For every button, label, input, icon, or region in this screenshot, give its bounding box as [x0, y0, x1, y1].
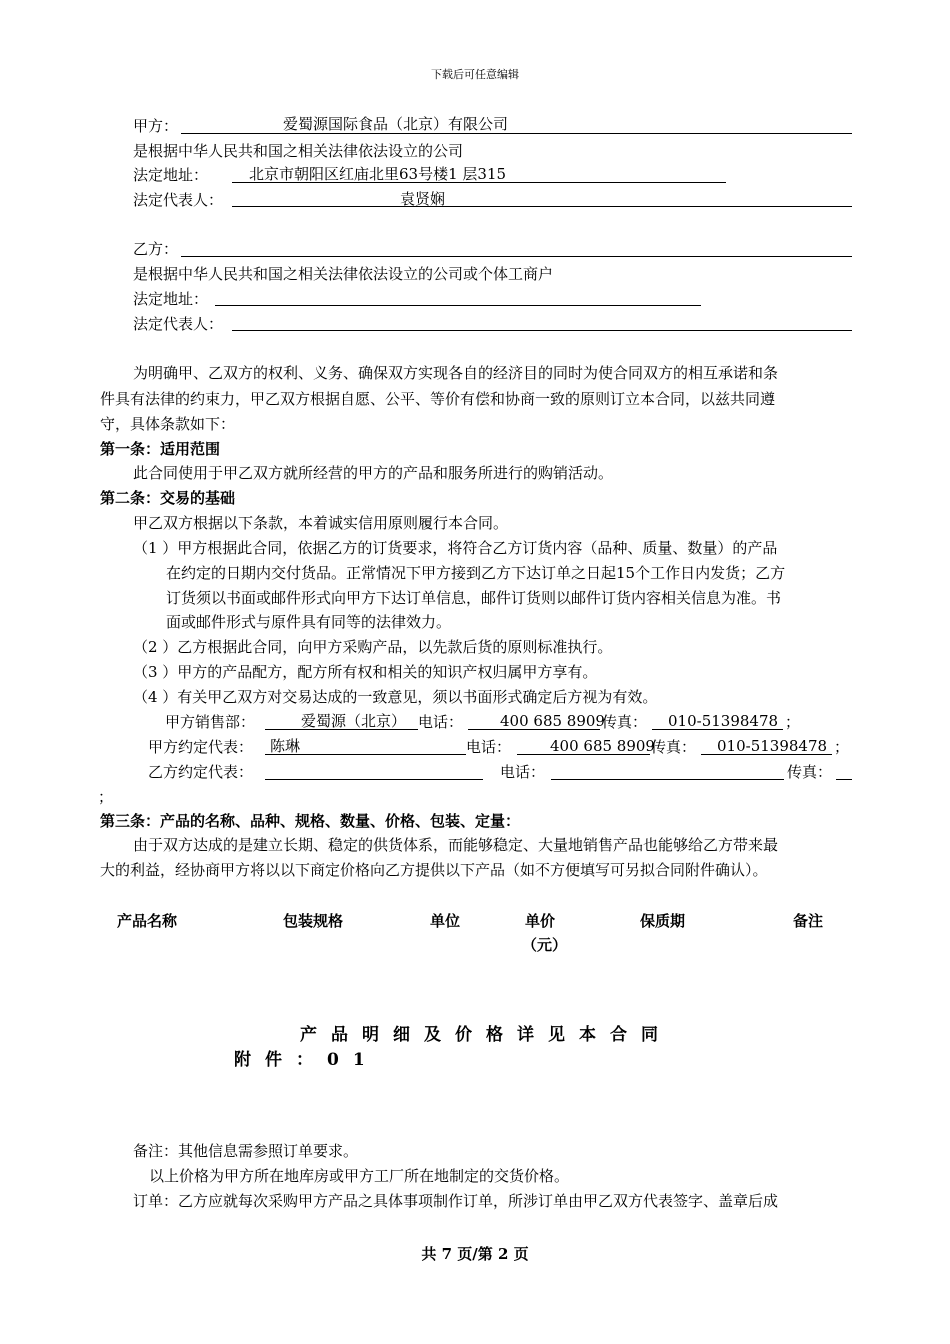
party-a-desc: 是根据中华人民共和国之相关法律依法设立的公司: [133, 142, 464, 160]
party-b-address-underline: [215, 305, 701, 306]
article-2-intro: 甲乙双方根据以下条款，本着诚实信用原则履行本合同。: [133, 514, 509, 532]
article-1-body: 此合同使用于甲乙双方就所经营的甲方的产品和服务所进行的购销活动。: [133, 464, 614, 482]
remarks-order: 订单：乙方应就每次采购甲方产品之具体事项制作订单，所涉订单由甲乙双方代表签字、盖章后成: [133, 1192, 779, 1210]
sales-phone-label: 电话：: [418, 713, 464, 731]
sales-dept-label: 甲方销售部：: [165, 713, 256, 731]
a-rep-phone: 400 685 8909: [550, 737, 655, 755]
a-rep-name: 陈琳: [270, 737, 301, 755]
table-header-unit-price: 单价: [525, 912, 556, 930]
party-a-address: 北京市朝阳区红庙北里63号楼1 层315: [249, 165, 507, 183]
intro-line-2: 件具有法律的约束力，甲乙双方根据自愿、公平、等价有偿和协商一致的原则订立本合同，以兹共同遵: [100, 390, 776, 408]
party-a-underline: [181, 133, 852, 134]
party-a-rep: 袁贤娴: [400, 190, 446, 208]
remarks-price: 以上价格为甲方所在地库房或甲方工厂所在地制定的交货价格。: [149, 1167, 570, 1185]
article-2-title: 第二条：交易的基础: [100, 489, 236, 507]
detail-note-line-1: 产品明细及价格详见本合同: [300, 1025, 672, 1045]
intro-line-1: 为明确甲、乙双方的权利、义务、确保双方实现各自的经济目的同时为使合同双方的相互承诺和条: [133, 364, 779, 382]
table-header-remarks: 备注: [793, 912, 824, 930]
article-2-item-1-line-4: 面或邮件形式与原件具有同等的法律效力。: [166, 613, 452, 631]
article-2-item-2: （2 ）乙方根据此合同，向甲方采购产品，以先款后货的原则标准执行。: [133, 638, 613, 656]
b-rep-label: 乙方约定代表：: [148, 763, 254, 781]
sales-fax: 010-51398478: [668, 712, 779, 730]
header-note: 下载后可任意编辑: [431, 68, 519, 81]
b-rep-phone-label: 电话：: [500, 763, 546, 781]
party-b-rep-label: 法定代表人：: [133, 315, 224, 333]
b-rep-phone-underline: [551, 779, 784, 780]
party-a-rep-label: 法定代表人：: [133, 191, 224, 209]
article-2-item-4: （4 ）有关甲乙双方对交易达成的一致意见，须以书面形式确定后方视为有效。: [133, 688, 658, 706]
sales-fax-label: 传真：: [602, 713, 648, 731]
b-rep-underline: [265, 779, 483, 780]
party-a-rep-underline: [232, 206, 852, 207]
article-2-item-1-line-1: （1 ）甲方根据此合同，依据乙方的订货要求，将符合乙方订货内容（品种、质量、数量）的产品: [133, 539, 778, 557]
b-rep-fax-label: 传真：: [787, 763, 833, 781]
table-header-unit-price-sub: （元）: [522, 936, 568, 954]
party-b-desc: 是根据中华人民共和国之相关法律依法设立的公司或个体工商户: [133, 265, 554, 283]
table-header-product-name: 产品名称: [117, 912, 178, 930]
intro-line-3: 守，具体条款如下：: [100, 415, 236, 433]
table-header-unit: 单位: [430, 912, 461, 930]
party-b-label: 乙方：: [133, 240, 179, 258]
party-b-underline: [181, 256, 852, 257]
sales-dept-name: 爱蜀源（北京）: [301, 712, 407, 730]
detail-note-line-2: 附件：01: [234, 1050, 379, 1070]
article-2-item-1-line-2: 在约定的日期内交付货品。正常情况下甲方接到乙方下达订单之日起15个工作日内发货；乙方: [166, 564, 786, 582]
remarks-note: 备注：其他信息需参照订单要求。: [133, 1142, 359, 1160]
table-header-package-spec: 包装规格: [283, 912, 344, 930]
party-a-name: 爱蜀源国际食品（北京）有限公司: [283, 115, 509, 133]
article-2-item-1-line-3: 订货须以书面或邮件形式向甲方下达订单信息，邮件订货则以邮件订货内容相关信息为准。书: [166, 589, 782, 607]
a-rep-fax-label: 传真：: [651, 738, 697, 756]
b-rep-semicolon: ；: [98, 788, 114, 806]
party-b-address-label: 法定地址：: [133, 290, 209, 308]
b-rep-fax-underline: [836, 779, 852, 780]
party-b-rep-underline: [232, 330, 852, 331]
article-3-line-2: 大的利益，经协商甲方将以以下商定价格向乙方提供以下产品（如不方便填写可另拟合同附件确认）。: [100, 861, 768, 879]
article-3-title: 第三条：产品的名称、品种、规格、数量、价格、包装、定量：: [100, 812, 521, 830]
article-1-title: 第一条：适用范围: [100, 440, 221, 458]
a-rep-phone-label: 电话：: [466, 738, 512, 756]
sales-semicolon: ；: [785, 713, 801, 731]
a-rep-label: 甲方约定代表：: [148, 738, 254, 756]
page-footer: 共 7 页/第 2 页: [421, 1245, 529, 1263]
article-3-line-1: 由于双方达成的是建立长期、稳定的供货体系，而能够稳定、大量地销售产品也能够给乙方带来最: [133, 836, 779, 854]
sales-phone: 400 685 8909: [500, 712, 605, 730]
article-2-item-3: （3 ）甲方的产品配方，配方所有权和相关的知识产权归属甲方享有。: [133, 663, 598, 681]
party-a-address-label: 法定地址：: [133, 166, 209, 184]
a-rep-semicolon: ；: [834, 738, 850, 756]
party-a-label: 甲方：: [133, 117, 179, 135]
a-rep-fax: 010-51398478: [717, 737, 828, 755]
table-header-shelf-life: 保质期: [640, 912, 686, 930]
